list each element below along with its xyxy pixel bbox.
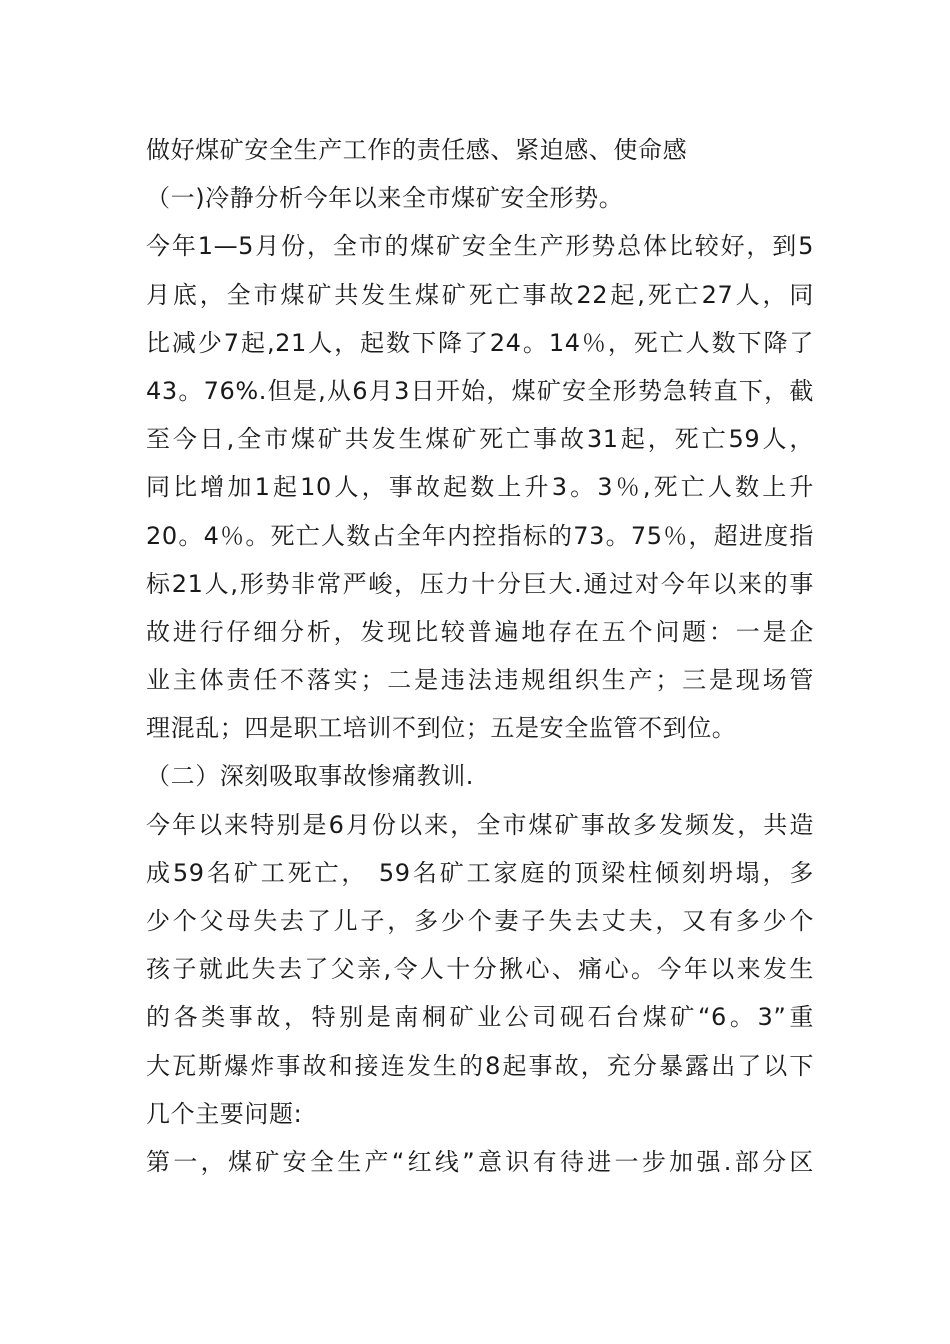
text-line: 月底，全市煤矿共发生煤矿死亡事故22起,死亡27人，同 <box>146 280 814 309</box>
text-line: 的各类事故，特别是南桐矿业公司砚石台煤矿“6。3”重 <box>146 1003 814 1032</box>
text-line: 成59名矿工死亡， 59名矿工家庭的顶梁柱倾刻坍塌，多 <box>146 858 814 887</box>
text-line: 业主体责任不落实；二是违法违规组织生产；三是现场管 <box>146 666 814 695</box>
text-line: （二）深刻吸取事故惨痛教训. <box>146 762 475 791</box>
text-line: 故进行仔细分析，发现比较普遍地存在五个问题：一是企 <box>146 617 814 646</box>
text-line: （一)冷静分析今年以来全市煤矿安全形势。 <box>146 184 624 213</box>
text-line: 孩子就此失去了父亲,令人十分揪心、痛心。今年以来发生 <box>146 955 814 984</box>
text-line: 理混乱；四是职工培训不到位；五是安全监管不到位。 <box>146 714 737 743</box>
text-line: 少个父母失去了儿子，多少个妻子失去丈夫，又有多少个 <box>146 907 814 935</box>
text-line: 20。4％。死亡人数占全年内控指标的73。75％，超进度指 <box>146 521 814 550</box>
text-line: 大瓦斯爆炸事故和接连发生的8起事故，充分暴露出了以下 <box>146 1051 814 1080</box>
text-line: 做好煤矿安全生产工作的责任感、紧迫感、使命感 <box>146 136 688 164</box>
text-line: 标21人,形势非常严峻，压力十分巨大.通过对今年以来的事 <box>146 569 814 598</box>
text-line: 43。76%.但是,从6月3日开始，煤矿安全形势急转直下，截 <box>146 376 814 405</box>
text-line: 比减少7起,21人，起数下降了24。14％，死亡人数下降了 <box>146 328 814 357</box>
text-line: 今年以来特别是6月份以来，全市煤矿事故多发频发，共造 <box>146 810 814 839</box>
text-line: 第一，煤矿安全生产“红线”意识有待进一步加强.部分区 <box>146 1147 814 1176</box>
document-body <box>146 126 814 1186</box>
text-line: 今年1—5月份，全市的煤矿安全生产形势总体比较好，到5 <box>146 232 814 261</box>
text-line: 至今日,全市煤矿共发生煤矿死亡事故31起，死亡59人， <box>146 425 814 454</box>
text-line: 几个主要问题: <box>146 1099 303 1128</box>
text-line: 同比增加1起10人，事故起数上升3。3％,死亡人数上升 <box>146 473 814 502</box>
